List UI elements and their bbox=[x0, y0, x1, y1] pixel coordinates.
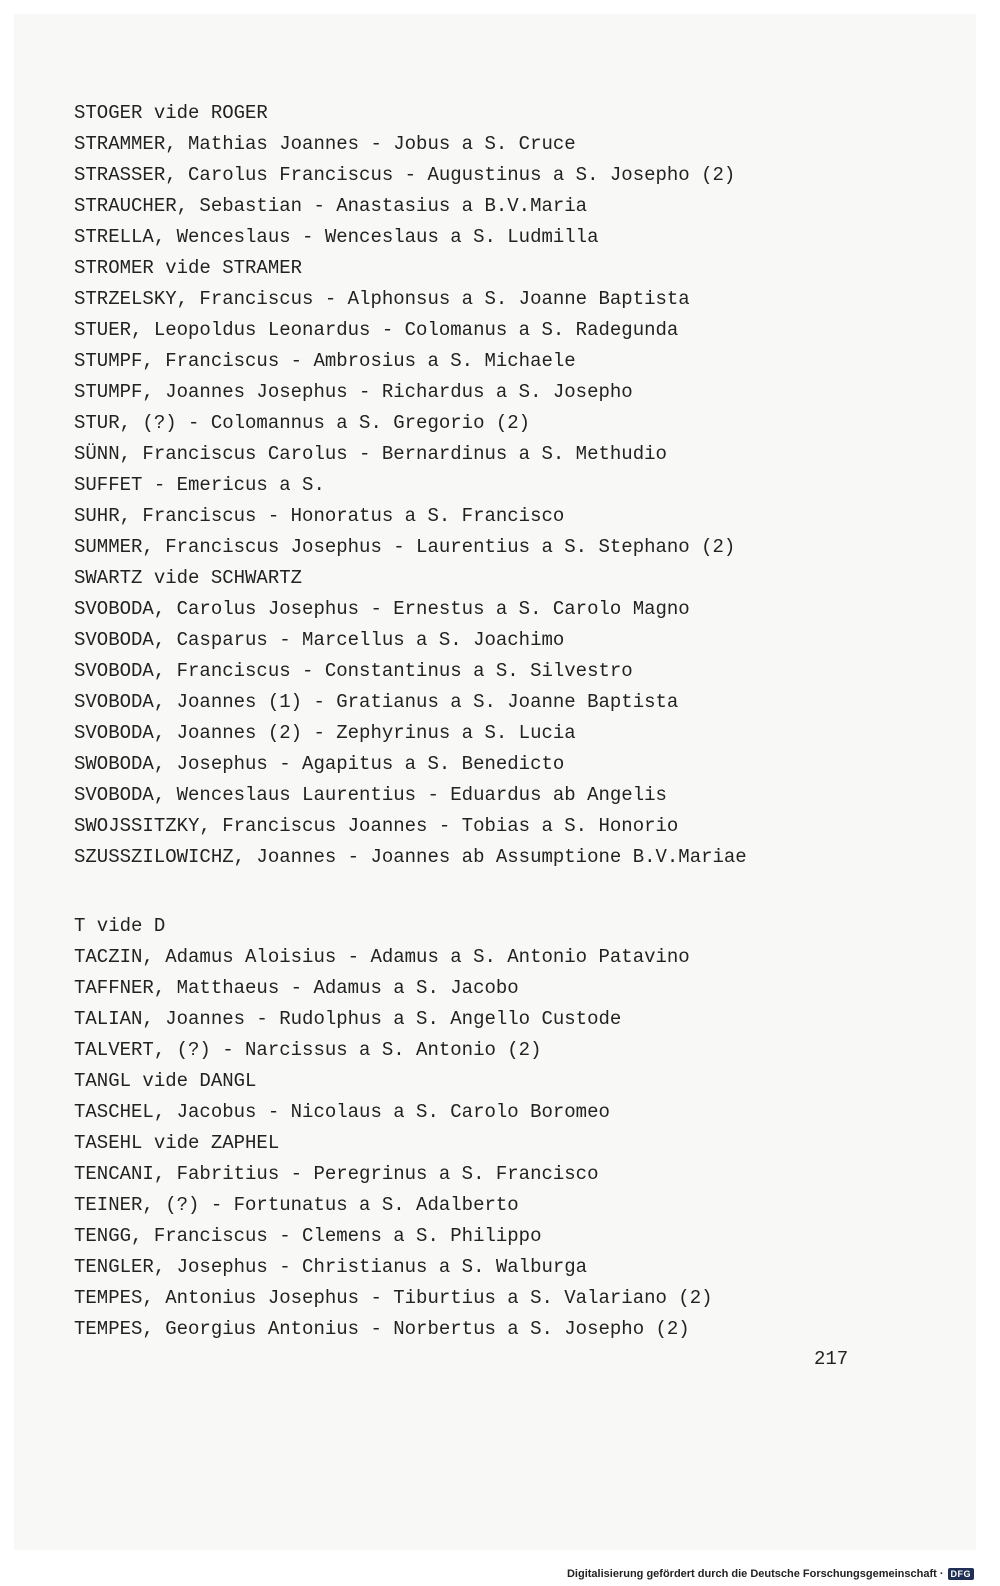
list-item: TASEHL vide ZAPHEL bbox=[74, 1132, 280, 1154]
list-item: STUMPF, Franciscus - Ambrosius a S. Michaele bbox=[74, 350, 576, 372]
list-item: TAFFNER, Matthaeus - Adamus a S. Jacobo bbox=[74, 977, 519, 999]
list-item: SZUSSZILOWICHZ, Joannes - Joannes ab Assumptione B.V.Mariae bbox=[74, 846, 747, 868]
list-item: SWOBODA, Josephus - Agapitus a S. Benedicto bbox=[74, 753, 565, 775]
list-item: TACZIN, Adamus Aloisius - Adamus a S. Antonio Patavino bbox=[74, 946, 690, 968]
list-item: STRAMMER, Mathias Joannes - Jobus a S. Cruce bbox=[74, 133, 576, 155]
list-item: SWOJSSITZKY, Franciscus Joannes - Tobias a S. Honorio bbox=[74, 815, 679, 837]
list-item: TANGL vide DANGL bbox=[74, 1070, 257, 1092]
list-item: SUMMER, Franciscus Josephus - Laurentius a S. Stephano (2) bbox=[74, 536, 736, 558]
list-item: SVOBODA, Wenceslaus Laurentius - Eduardus ab Angelis bbox=[74, 784, 667, 806]
entry-list-t bbox=[74, 911, 713, 1345]
list-item: SVOBODA, Joannes (1) - Gratianus a S. Joanne Baptista bbox=[74, 691, 679, 713]
list-item: STOGER vide ROGER bbox=[74, 102, 268, 124]
list-item: STUMPF, Joannes Josephus - Richardus a S. Josepho bbox=[74, 381, 633, 403]
dfg-logo: DFG bbox=[948, 1568, 975, 1580]
list-item: STRAUCHER, Sebastian - Anastasius a B.V.Maria bbox=[74, 195, 588, 217]
list-item: TALVERT, (?) - Narcissus a S. Antonio (2) bbox=[74, 1039, 542, 1061]
list-item: SVOBODA, Joannes (2) - Zephyrinus a S. Lucia bbox=[74, 722, 576, 744]
entry-list-s bbox=[74, 98, 747, 873]
list-item: T vide D bbox=[74, 915, 166, 937]
page-number: 217 bbox=[814, 1348, 849, 1370]
list-item: TEINER, (?) - Fortunatus a S. Adalberto bbox=[74, 1194, 519, 1216]
list-item: SUFFET - Emericus a S. bbox=[74, 474, 325, 496]
footer-credit: Digitalisierung gefördert durch die Deutsche Forschungsgemeinschaft · bbox=[566, 1568, 944, 1580]
list-item: TEMPES, Georgius Antonius - Norbertus a S. Josepho (2) bbox=[74, 1318, 690, 1340]
list-item: STRZELSKY, Franciscus - Alphonsus a S. Joanne Baptista bbox=[74, 288, 690, 310]
list-item: TALIAN, Joannes - Rudolphus a S. Angello Custode bbox=[74, 1008, 622, 1030]
list-item: SVOBODA, Franciscus - Constantinus a S. Silvestro bbox=[74, 660, 633, 682]
list-item: TENCANI, Fabritius - Peregrinus a S. Francisco bbox=[74, 1163, 599, 1185]
list-item: TASCHEL, Jacobus - Nicolaus a S. Carolo Boromeo bbox=[74, 1101, 610, 1123]
list-item: TENGG, Franciscus - Clemens a S. Philippo bbox=[74, 1225, 542, 1247]
list-item: SVOBODA, Carolus Josephus - Ernestus a S. Carolo Magno bbox=[74, 598, 690, 620]
list-item: SUHR, Franciscus - Honoratus a S. Francisco bbox=[74, 505, 565, 527]
list-item: SWARTZ vide SCHWARTZ bbox=[74, 567, 303, 589]
list-item: STROMER vide STRAMER bbox=[74, 257, 303, 279]
list-item: TENGLER, Josephus - Christianus a S. Walburga bbox=[74, 1256, 588, 1278]
list-item: STUR, (?) - Colomannus a S. Gregorio (2) bbox=[74, 412, 531, 434]
scanned-page bbox=[14, 14, 976, 1550]
list-item: SVOBODA, Casparus - Marcellus a S. Joachimo bbox=[74, 629, 565, 651]
list-item: STRASSER, Carolus Franciscus - Augustinus a S. Josepho (2) bbox=[74, 164, 736, 186]
list-item: STRELLA, Wenceslaus - Wenceslaus a S. Ludmilla bbox=[74, 226, 599, 248]
list-item: STUER, Leopoldus Leonardus - Colomanus a S. Radegunda bbox=[74, 319, 679, 341]
list-item: TEMPES, Antonius Josephus - Tiburtius a S. Valariano (2) bbox=[74, 1287, 713, 1309]
list-item: SÜNN, Franciscus Carolus - Bernardinus a S. Methudio bbox=[74, 443, 667, 465]
footer bbox=[567, 1568, 974, 1580]
